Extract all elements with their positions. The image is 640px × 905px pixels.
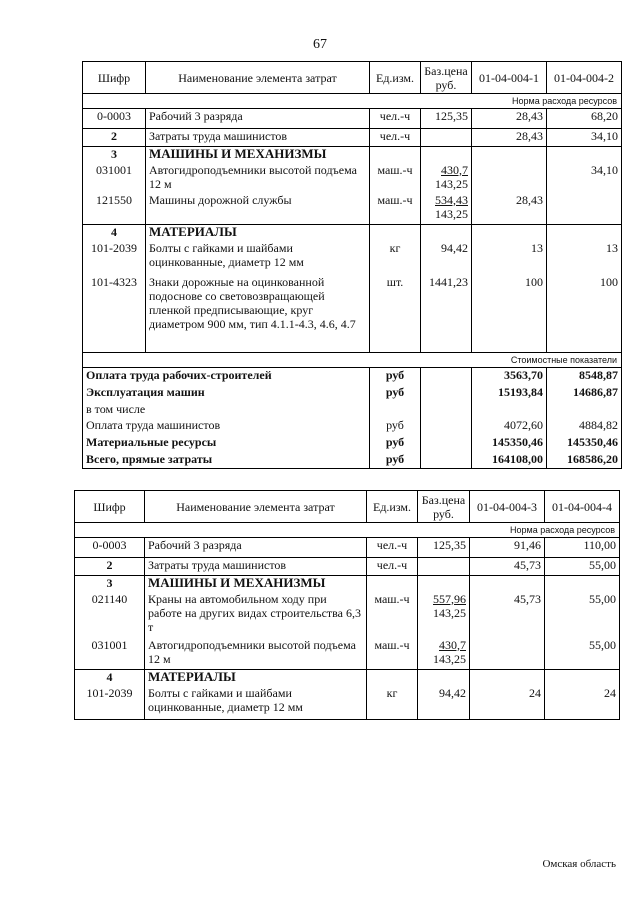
row-code: 0-0003 — [75, 538, 145, 558]
table-row — [75, 558, 620, 576]
cost-value-2: 4884,82 — [547, 418, 622, 435]
cost-unit: руб — [370, 452, 421, 469]
row-price — [421, 129, 472, 147]
norm-band-row — [75, 523, 620, 538]
cost-value-1: 164108,00 — [472, 452, 547, 469]
row-value-2: 110,00 — [545, 538, 620, 558]
header-code: Шифр — [75, 491, 145, 523]
cost-row — [83, 385, 622, 402]
cost-name: в том числе — [83, 402, 370, 418]
row-price: 94,42 — [418, 686, 470, 720]
row-name: Автогидроподъемники высотой подъема 12 м — [146, 163, 370, 193]
cost-value-2: 14686,87 — [547, 385, 622, 402]
row-name: Болты с гайками и шайбами оцинкованные, диаметр 12 мм — [146, 241, 370, 275]
table-row — [83, 275, 622, 353]
cost-value-2: 145350,46 — [547, 435, 622, 452]
row-name: Рабочий 3 разряда — [145, 538, 367, 558]
row-value-1: 24 — [470, 686, 545, 720]
row-name: Болты с гайками и шайбами оцинкованные, диаметр 12 мм — [145, 686, 367, 720]
price-bottom: 143,25 — [433, 605, 466, 620]
row-unit: чел.-ч — [370, 129, 421, 147]
section-row — [83, 147, 622, 163]
row-value-2: 55,00 — [545, 592, 620, 638]
row-name: Автогидроподъемники высотой подъема 12 м — [145, 638, 367, 670]
table-row — [83, 163, 622, 193]
table-row — [75, 638, 620, 670]
cost-value-2: 8548,87 — [547, 368, 622, 385]
norm-band-row — [83, 94, 622, 109]
cost-band-row — [83, 353, 622, 368]
norm-label: Норма расхода ресурсов — [83, 94, 622, 109]
table-row — [83, 241, 622, 275]
cost-unit: руб — [370, 385, 421, 402]
norm-label: Норма расхода ресурсов — [75, 523, 620, 538]
cost-name: Оплата труда рабочих-строителей — [83, 368, 370, 385]
price-top: 430,7 — [439, 637, 466, 652]
row-price: 125,35 — [421, 109, 472, 129]
row-value-1: 13 — [472, 241, 547, 275]
row-price — [421, 193, 472, 225]
row-name: Краны на автомобильном ходу при работе на других видах строительства 6,3 т — [145, 592, 367, 638]
row-value-2 — [547, 193, 622, 225]
section-row — [83, 225, 622, 241]
header-unit: Ед.изм. — [367, 491, 418, 523]
section-row — [75, 670, 620, 686]
header-col-2: 01-04-004-4 — [545, 491, 620, 523]
row-unit: маш.-ч — [367, 638, 418, 670]
row-name: Затраты труда машинистов — [145, 558, 367, 576]
cost-unit: руб — [370, 418, 421, 435]
cost-unit: руб — [370, 368, 421, 385]
row-value-1: 91,46 — [470, 538, 545, 558]
cost-unit: руб — [370, 435, 421, 452]
row-value-2: 24 — [545, 686, 620, 720]
row-price: 1441,23 — [421, 275, 472, 353]
row-unit: маш.-ч — [370, 193, 421, 225]
table-row — [83, 193, 622, 225]
header-unit: Ед.изм. — [370, 62, 421, 94]
header-col-1: 01-04-004-1 — [472, 62, 547, 94]
row-unit: чел.-ч — [367, 558, 418, 576]
cost-label: Стоимостные показатели — [83, 353, 622, 368]
row-value-2: 55,00 — [545, 558, 620, 576]
row-price — [418, 638, 470, 670]
row-unit: чел.-ч — [370, 109, 421, 129]
cost-name: Всего, прямые затраты — [83, 452, 370, 469]
section-title: МАТЕРИАЛЫ — [145, 670, 367, 686]
row-price — [418, 558, 470, 576]
row-value-1: 28,43 — [472, 109, 547, 129]
table-row — [83, 109, 622, 129]
cost-name: Эксплуатация машин — [83, 385, 370, 402]
row-price — [421, 163, 472, 193]
header-name: Наименование элемента затрат — [146, 62, 370, 94]
row-unit: шт. — [370, 275, 421, 353]
row-value-1: 28,43 — [472, 129, 547, 147]
row-value-2: 34,10 — [547, 129, 622, 147]
row-value-1 — [472, 163, 547, 193]
cost-row — [83, 368, 622, 385]
row-code: 2 — [75, 558, 145, 576]
cost-value-1: 4072,60 — [472, 418, 547, 435]
table-row — [75, 592, 620, 638]
table-header-row — [75, 491, 620, 523]
cost-value-1: 15193,84 — [472, 385, 547, 402]
row-value-1: 28,43 — [472, 193, 547, 225]
row-price: 94,42 — [421, 241, 472, 275]
row-name: Затраты труда машинистов — [146, 129, 370, 147]
cost-value-1: 3563,70 — [472, 368, 547, 385]
table-row — [83, 129, 622, 147]
row-code: 031001 — [83, 163, 146, 193]
resource-table-2 — [74, 490, 620, 720]
header-price: Баз.цена руб. — [421, 62, 472, 94]
row-price: 125,35 — [418, 538, 470, 558]
cost-name: Оплата труда машинистов — [83, 418, 370, 435]
row-price — [418, 592, 470, 638]
price-bottom: 143,25 — [435, 176, 468, 191]
table-row — [75, 686, 620, 720]
section-title: МАШИНЫ И МЕХАНИЗМЫ — [146, 147, 370, 163]
table-header-row — [83, 62, 622, 94]
row-value-1: 100 — [472, 275, 547, 353]
row-value-2: 68,20 — [547, 109, 622, 129]
row-code: 121550 — [83, 193, 146, 225]
section-title: МАТЕРИАЛЫ — [146, 225, 370, 241]
row-code: 0-0003 — [83, 109, 146, 129]
price-top: 430,7 — [441, 162, 468, 177]
row-code: 101-2039 — [75, 686, 145, 720]
cost-row — [83, 435, 622, 452]
region-footer: Омская область — [542, 858, 616, 870]
header-price: Баз.цена руб. — [418, 491, 470, 523]
cost-value-2: 168586,20 — [547, 452, 622, 469]
header-code: Шифр — [83, 62, 146, 94]
row-code: 021140 — [75, 592, 145, 638]
row-unit: маш.-ч — [367, 592, 418, 638]
section-code: 3 — [75, 576, 145, 592]
header-col-1: 01-04-004-3 — [470, 491, 545, 523]
row-code: 101-2039 — [83, 241, 146, 275]
row-unit: кг — [367, 686, 418, 720]
header-name: Наименование элемента затрат — [145, 491, 367, 523]
row-code: 101-4323 — [83, 275, 146, 353]
section-code: 4 — [75, 670, 145, 686]
table-row — [75, 538, 620, 558]
row-value-2: 100 — [547, 275, 622, 353]
row-unit: чел.-ч — [367, 538, 418, 558]
row-value-1: 45,73 — [470, 592, 545, 638]
cost-value-1: 145350,46 — [472, 435, 547, 452]
row-unit: кг — [370, 241, 421, 275]
section-code: 3 — [83, 147, 146, 163]
cost-row — [83, 402, 622, 418]
row-name: Знаки дорожные на оцинкованной подоснове со световозвращающей пленкой предписывающие, круг диаметром 900 мм, тип 4.1.1-4.3, 4.6, 4.7 — [146, 275, 370, 353]
header-col-2: 01-04-004-2 — [547, 62, 622, 94]
price-top: 557,96 — [433, 591, 466, 606]
row-value-1: 45,73 — [470, 558, 545, 576]
price-bottom: 143,25 — [435, 206, 468, 221]
section-row — [75, 576, 620, 592]
row-code: 031001 — [75, 638, 145, 670]
price-bottom: 143,25 — [433, 651, 466, 666]
cost-row — [83, 418, 622, 435]
cost-name: Материальные ресурсы — [83, 435, 370, 452]
section-title: МАШИНЫ И МЕХАНИЗМЫ — [145, 576, 367, 592]
price-top: 534,43 — [435, 192, 468, 207]
resource-table-1 — [82, 61, 622, 469]
row-unit: маш.-ч — [370, 163, 421, 193]
page-number: 67 — [313, 37, 327, 52]
section-code: 4 — [83, 225, 146, 241]
row-value-2: 13 — [547, 241, 622, 275]
row-name: Машины дорожной службы — [146, 193, 370, 225]
row-name: Рабочий 3 разряда — [146, 109, 370, 129]
cost-row — [83, 452, 622, 469]
row-value-1 — [470, 638, 545, 670]
row-value-2: 55,00 — [545, 638, 620, 670]
row-code: 2 — [83, 129, 146, 147]
row-value-2: 34,10 — [547, 163, 622, 193]
